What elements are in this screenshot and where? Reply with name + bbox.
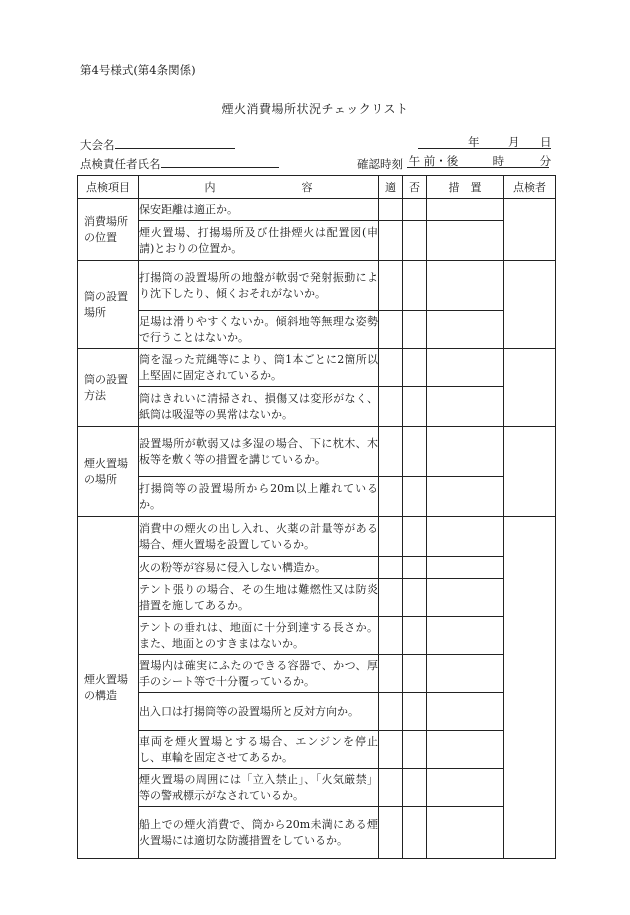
item-text: 火の粉等が容易に侵入しない構造か。 (139, 557, 379, 579)
inspector-cell[interactable] (504, 261, 556, 349)
item-text: 置場内は確実にふたのできる容器で、かつ、厚手のシート等で十分覆っているか。 (139, 655, 379, 693)
page-title: 煙火消費場所状況チェックリスト (221, 102, 409, 116)
table-row (78, 311, 556, 349)
measure-cell[interactable] (427, 579, 504, 617)
measure-cell[interactable] (427, 769, 504, 807)
event-name-label: 大会名 (80, 138, 115, 152)
header-inspector: 点検者 (504, 176, 556, 199)
hour-label: 時 (492, 154, 505, 168)
table-row (78, 427, 556, 477)
item-text: 足場は滑りやすくないか。傾斜地等無理な姿勢で行うことはないか。 (139, 311, 379, 349)
yes-checkbox[interactable] (379, 427, 403, 477)
table-row (78, 617, 556, 655)
category-cell: 消費場所の位置 (78, 199, 139, 261)
table-row (78, 517, 556, 557)
measure-cell[interactable] (427, 427, 504, 477)
table-row (78, 693, 556, 731)
inspector-label: 点検責任者氏名 (80, 157, 161, 171)
measure-cell[interactable] (427, 693, 504, 731)
no-checkbox[interactable] (403, 311, 427, 349)
inspector-cell[interactable] (504, 199, 556, 261)
header-content-1: 内 (204, 181, 216, 194)
measure-cell[interactable] (427, 199, 504, 221)
table-row (78, 579, 556, 617)
header-category: 点検項目 (78, 176, 139, 199)
yes-checkbox[interactable] (379, 693, 403, 731)
no-checkbox[interactable] (403, 477, 427, 517)
date-field[interactable] (418, 136, 551, 149)
event-name-field[interactable] (115, 136, 235, 149)
table-row (78, 807, 556, 859)
measure-cell[interactable] (427, 655, 504, 693)
day-label: 日 (540, 135, 552, 149)
form-number: 第4号様式(第4条関係) (80, 63, 196, 77)
header-no: 否 (403, 176, 427, 199)
item-text: テント張りの場合、その生地は難燃性又は防炎措置を施してあるか。 (139, 579, 379, 617)
table-row (78, 349, 556, 387)
month-label: 月 (508, 135, 520, 149)
no-checkbox[interactable] (403, 579, 427, 617)
table-row (78, 199, 556, 221)
no-checkbox[interactable] (403, 731, 427, 769)
table-header-row (78, 176, 556, 199)
yes-checkbox[interactable] (379, 517, 403, 557)
checklist-table (77, 175, 556, 859)
no-checkbox[interactable] (403, 349, 427, 387)
no-checkbox[interactable] (403, 617, 427, 655)
item-text: 出入口は打揚筒等の設置場所と反対方向か。 (139, 693, 379, 731)
table-row (78, 769, 556, 807)
yes-checkbox[interactable] (379, 655, 403, 693)
yes-checkbox[interactable] (379, 807, 403, 859)
item-text: 煙火置場の周囲には「立入禁止」、「火気厳禁」等の警戒標示がなされているか。 (139, 769, 379, 807)
item-text: 設置場所が軟弱又は多湿の場合、下に枕木、木板等を敷く等の措置を講じているか。 (139, 427, 379, 477)
no-checkbox[interactable] (403, 517, 427, 557)
inspector-cell[interactable] (504, 349, 556, 427)
category-cell: 筒の設置場所 (78, 261, 139, 349)
confirm-time-field[interactable] (407, 154, 552, 168)
inspector-row (80, 155, 279, 172)
no-checkbox[interactable] (403, 199, 427, 221)
header-content (139, 176, 379, 199)
yes-checkbox[interactable] (379, 557, 403, 579)
yes-checkbox[interactable] (379, 579, 403, 617)
header-content-2: 容 (301, 181, 313, 194)
table-row (78, 655, 556, 693)
item-text: 打揚筒等の設置場所から20m以上離れているか。 (139, 477, 379, 517)
yes-checkbox[interactable] (379, 769, 403, 807)
no-checkbox[interactable] (403, 387, 427, 427)
no-checkbox[interactable] (403, 427, 427, 477)
no-checkbox[interactable] (403, 807, 427, 859)
item-text: 消費中の煙火の出し入れ、火薬の計量等がある場合、煙火置場を設置しているか。 (139, 517, 379, 557)
year-label: 年 (468, 135, 480, 149)
measure-cell[interactable] (427, 807, 504, 859)
category-cell: 煙火置場の構造 (78, 517, 139, 859)
yes-checkbox[interactable] (379, 617, 403, 655)
table-row (78, 557, 556, 579)
inspector-field[interactable] (161, 155, 279, 168)
item-text: 船上での煙火消費で、筒から20m未満にある煙火置場には適切な防護措置をしているか。 (139, 807, 379, 859)
measure-cell[interactable] (427, 261, 504, 311)
yes-checkbox[interactable] (379, 261, 403, 311)
no-checkbox[interactable] (403, 655, 427, 693)
measure-cell[interactable] (427, 477, 504, 517)
item-text: 保安距離は適正か。 (139, 199, 379, 221)
measure-cell[interactable] (427, 617, 504, 655)
table-row (78, 731, 556, 769)
measure-cell[interactable] (427, 311, 504, 349)
ampm-label: 午 前・後 (408, 154, 459, 168)
table-row (78, 477, 556, 517)
inspector-cell[interactable] (504, 517, 556, 859)
item-text: 打揚筒の設置場所の地盤が軟弱で発射振動により沈下したり、傾くおそれがないか。 (139, 261, 379, 311)
inspector-cell[interactable] (504, 427, 556, 517)
table-row (78, 221, 556, 261)
no-checkbox[interactable] (403, 261, 427, 311)
no-checkbox[interactable] (403, 693, 427, 731)
confirm-time-label: 確認時刻 (357, 157, 403, 171)
item-text: 車両を煙火置場とする場合、エンジンを停止し、車輪を固定させてあるか。 (139, 731, 379, 769)
item-text: 煙火置場、打揚場所及び仕掛煙火は配置図(申請)とおりの位置か。 (139, 221, 379, 261)
event-name-row (80, 136, 235, 153)
header-measure: 措 置 (427, 176, 504, 199)
no-checkbox[interactable] (403, 221, 427, 261)
measure-cell[interactable] (427, 557, 504, 579)
measure-cell[interactable] (427, 731, 504, 769)
confirm-time-row (357, 154, 552, 172)
measure-cell[interactable] (427, 221, 504, 261)
yes-checkbox[interactable] (379, 731, 403, 769)
date-row (418, 136, 551, 152)
header-yes: 適 (379, 176, 403, 199)
table-row (78, 261, 556, 311)
measure-cell[interactable] (427, 387, 504, 427)
no-checkbox[interactable] (403, 769, 427, 807)
category-cell: 筒の設置方法 (78, 349, 139, 427)
category-cell: 煙火置場の場所 (78, 427, 139, 517)
item-text: 筒はきれいに清掃され、損傷又は変形がなく、紙筒は吸湿等の異常はないか。 (139, 387, 379, 427)
measure-cell[interactable] (427, 517, 504, 557)
minute-label: 分 (539, 154, 552, 168)
measure-cell[interactable] (427, 349, 504, 387)
yes-checkbox[interactable] (379, 387, 403, 427)
yes-checkbox[interactable] (379, 311, 403, 349)
item-text: 筒を湿った荒縄等により、筒1本ごとに2箇所以上堅固に固定されているか。 (139, 349, 379, 387)
yes-checkbox[interactable] (379, 349, 403, 387)
yes-checkbox[interactable] (379, 199, 403, 221)
item-text: テントの垂れは、地面に十分到達する長さか。また、地面とのすきまはないか。 (139, 617, 379, 655)
no-checkbox[interactable] (403, 557, 427, 579)
table-row (78, 387, 556, 427)
yes-checkbox[interactable] (379, 477, 403, 517)
yes-checkbox[interactable] (379, 221, 403, 261)
